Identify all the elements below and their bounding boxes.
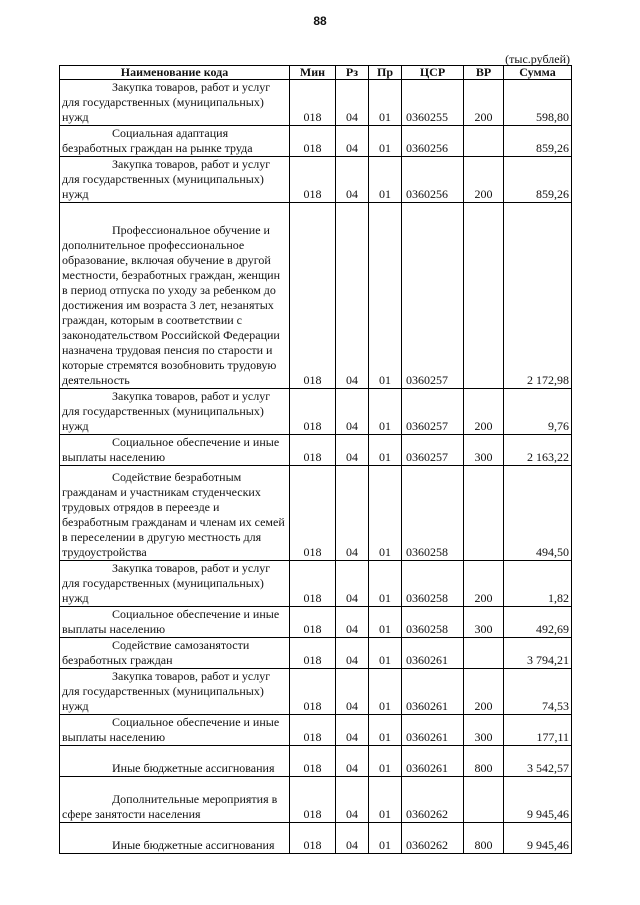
row-min: 018 xyxy=(290,157,336,203)
table-row xyxy=(60,638,572,669)
row-sum: 74,53 xyxy=(504,669,572,715)
row-sum: 1,82 xyxy=(504,561,572,607)
row-vr: 300 xyxy=(464,715,504,746)
row-min: 018 xyxy=(290,435,336,466)
row-sum: 3 794,21 xyxy=(504,638,572,669)
row-csr: 0360256 xyxy=(402,157,464,203)
row-sum: 859,26 xyxy=(504,157,572,203)
row-vr: 200 xyxy=(464,80,504,126)
header-sum: Сумма xyxy=(504,66,572,80)
row-csr: 0360258 xyxy=(402,466,464,561)
row-vr: 200 xyxy=(464,389,504,435)
row-pr: 01 xyxy=(369,777,402,823)
table-row xyxy=(60,157,572,203)
row-csr: 0360257 xyxy=(402,203,464,389)
row-rz: 04 xyxy=(336,823,369,854)
row-sum: 9 945,46 xyxy=(504,777,572,823)
row-vr xyxy=(464,638,504,669)
row-min: 018 xyxy=(290,746,336,777)
row-sum: 9,76 xyxy=(504,389,572,435)
row-pr: 01 xyxy=(369,157,402,203)
row-min: 018 xyxy=(290,466,336,561)
header-row xyxy=(60,66,572,80)
row-name: Содействие безработным гражданам и участникам студенческих трудовых отрядов в переезде и безработным гражданам и членам их семей в переселении в другую местность для трудоустройства xyxy=(60,466,290,561)
row-min: 018 xyxy=(290,607,336,638)
row-name: Закупка товаров, работ и услуг для государственных (муниципальных) нужд xyxy=(60,157,290,203)
row-name: Закупка товаров, работ и услуг для государственных (муниципальных) нужд xyxy=(60,561,290,607)
row-name: Содействие самозанятости безработных граждан xyxy=(60,638,290,669)
row-vr xyxy=(464,466,504,561)
table-row xyxy=(60,466,572,561)
table-row xyxy=(60,126,572,157)
row-pr: 01 xyxy=(369,669,402,715)
row-rz: 04 xyxy=(336,157,369,203)
row-min: 018 xyxy=(290,80,336,126)
row-rz: 04 xyxy=(336,638,369,669)
row-min: 018 xyxy=(290,715,336,746)
row-rz: 04 xyxy=(336,203,369,389)
row-rz: 04 xyxy=(336,80,369,126)
row-rz: 04 xyxy=(336,746,369,777)
row-pr: 01 xyxy=(369,638,402,669)
row-sum: 177,11 xyxy=(504,715,572,746)
row-sum: 598,80 xyxy=(504,80,572,126)
row-csr: 0360261 xyxy=(402,715,464,746)
row-rz: 04 xyxy=(336,466,369,561)
row-min: 018 xyxy=(290,126,336,157)
row-vr: 200 xyxy=(464,561,504,607)
row-vr xyxy=(464,203,504,389)
row-pr: 01 xyxy=(369,746,402,777)
row-rz: 04 xyxy=(336,715,369,746)
row-pr: 01 xyxy=(369,715,402,746)
row-rz: 04 xyxy=(336,607,369,638)
row-name: Закупка товаров, работ и услуг для государственных (муниципальных) нужд xyxy=(60,80,290,126)
row-sum: 492,69 xyxy=(504,607,572,638)
row-csr: 0360261 xyxy=(402,669,464,715)
table-row xyxy=(60,561,572,607)
table-row xyxy=(60,777,572,823)
row-pr: 01 xyxy=(369,126,402,157)
header-vr: ВР xyxy=(464,66,504,80)
row-name: Закупка товаров, работ и услуг для государственных (муниципальных) нужд xyxy=(60,669,290,715)
row-csr: 0360261 xyxy=(402,638,464,669)
row-rz: 04 xyxy=(336,561,369,607)
row-rz: 04 xyxy=(336,435,369,466)
table-row xyxy=(60,669,572,715)
row-vr: 800 xyxy=(464,823,504,854)
row-pr: 01 xyxy=(369,389,402,435)
row-vr xyxy=(464,126,504,157)
table-row xyxy=(60,389,572,435)
row-rz: 04 xyxy=(336,126,369,157)
row-name: Иные бюджетные ассигнования xyxy=(60,746,290,777)
row-name: Иные бюджетные ассигнования xyxy=(60,823,290,854)
header-csr: ЦСР xyxy=(402,66,464,80)
row-min: 018 xyxy=(290,203,336,389)
row-name: Социальное обеспечение и иные выплаты населению xyxy=(60,435,290,466)
table-row xyxy=(60,607,572,638)
header-pr: Пр xyxy=(369,66,402,80)
row-rz: 04 xyxy=(336,389,369,435)
table-row xyxy=(60,715,572,746)
table-row xyxy=(60,435,572,466)
budget-table xyxy=(59,65,572,854)
row-vr: 800 xyxy=(464,746,504,777)
row-pr: 01 xyxy=(369,203,402,389)
table-row xyxy=(60,203,572,389)
row-csr: 0360261 xyxy=(402,746,464,777)
row-csr: 0360257 xyxy=(402,389,464,435)
row-name: Социальное обеспечение и иные выплаты населению xyxy=(60,715,290,746)
row-vr: 200 xyxy=(464,157,504,203)
row-vr: 300 xyxy=(464,607,504,638)
row-vr: 200 xyxy=(464,669,504,715)
units-label: (тыс.рублей) xyxy=(505,52,570,66)
header-rz: Рз xyxy=(336,66,369,80)
header-min: Мин xyxy=(290,66,336,80)
row-pr: 01 xyxy=(369,561,402,607)
row-csr: 0360262 xyxy=(402,823,464,854)
row-sum: 859,26 xyxy=(504,126,572,157)
row-min: 018 xyxy=(290,638,336,669)
row-sum: 3 542,57 xyxy=(504,746,572,777)
row-csr: 0360256 xyxy=(402,126,464,157)
row-min: 018 xyxy=(290,777,336,823)
row-vr: 300 xyxy=(464,435,504,466)
row-min: 018 xyxy=(290,669,336,715)
row-min: 018 xyxy=(290,823,336,854)
row-csr: 0360255 xyxy=(402,80,464,126)
row-name: Профессиональное обучение и дополнительное профессиональное образование, включая обучение в другой местности, безработных граждан, женщин в период отпуска по уходу за ребенком до достижения им возраста 3 лет, незанятых граждан, которым в соответствии с законодательством Российской Федерации назначена трудовая пенсия по старости и которые стремятся возобновить трудовую деятельность xyxy=(60,203,290,389)
header-name: Наименование кода xyxy=(60,66,290,80)
table-row xyxy=(60,746,572,777)
row-sum: 9 945,46 xyxy=(504,823,572,854)
row-sum: 494,50 xyxy=(504,466,572,561)
row-pr: 01 xyxy=(369,466,402,561)
row-rz: 04 xyxy=(336,777,369,823)
row-sum: 2 172,98 xyxy=(504,203,572,389)
row-name: Социальная адаптация безработных граждан на рынке труда xyxy=(60,126,290,157)
row-pr: 01 xyxy=(369,607,402,638)
row-min: 018 xyxy=(290,389,336,435)
row-pr: 01 xyxy=(369,80,402,126)
row-pr: 01 xyxy=(369,823,402,854)
row-vr xyxy=(464,777,504,823)
row-csr: 0360258 xyxy=(402,607,464,638)
row-pr: 01 xyxy=(369,435,402,466)
page-number: 88 xyxy=(313,14,327,28)
row-sum: 2 163,22 xyxy=(504,435,572,466)
table-row xyxy=(60,823,572,854)
row-name: Социальное обеспечение и иные выплаты населению xyxy=(60,607,290,638)
row-min: 018 xyxy=(290,561,336,607)
row-csr: 0360258 xyxy=(402,561,464,607)
table-row xyxy=(60,80,572,126)
row-csr: 0360262 xyxy=(402,777,464,823)
row-csr: 0360257 xyxy=(402,435,464,466)
row-rz: 04 xyxy=(336,669,369,715)
row-name: Закупка товаров, работ и услуг для государственных (муниципальных) нужд xyxy=(60,389,290,435)
row-name: Дополнительные мероприятия в сфере занятости населения xyxy=(60,777,290,823)
